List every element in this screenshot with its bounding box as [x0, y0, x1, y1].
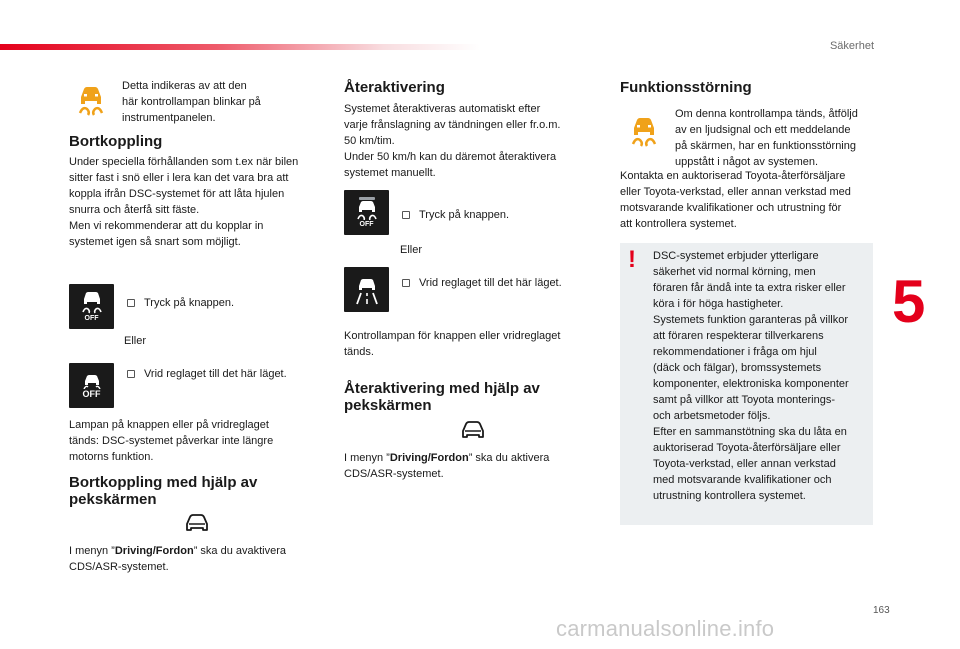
- bullet-text: Tryck på knappen.: [144, 297, 235, 309]
- text-line: Efter en sammanstötning ska du låta en: [653, 426, 847, 438]
- or-text: Eller: [124, 335, 147, 347]
- text-line: Lampan på knappen eller på vridreglaget: [69, 419, 269, 431]
- bullet-turn-dial: [127, 366, 287, 382]
- page-number: 163: [873, 605, 890, 616]
- text-line: köra i för höga hastigheter.: [653, 298, 784, 310]
- menu-path: Driving/Fordon: [389, 452, 469, 464]
- bullet-text: Vrid reglaget till det här läget.: [419, 277, 562, 289]
- text-line: motsvarande kvalifikationer och utrustning för: [620, 202, 842, 214]
- text-line: Under speciella förhållanden som t.ex när bilen: [69, 156, 299, 168]
- text-line: komponenter, elektroniska komponenter: [653, 378, 849, 390]
- heading-reaktivering: Återaktivering: [344, 79, 445, 96]
- bullet-text: Tryck på knappen.: [419, 209, 510, 221]
- header-accent-bar: [0, 44, 480, 50]
- car-menu-icon: [183, 513, 211, 538]
- text-line: av en ljudsignal och ett meddelande: [675, 124, 851, 136]
- skid-off-button-icon: [344, 190, 389, 235]
- text-run: I menyn ”: [344, 452, 390, 464]
- watermark: carmanualsonline.info: [556, 616, 775, 641]
- skid-warning-icon: [626, 112, 662, 153]
- text-line: på skärmen, har en funktionsstörning: [675, 140, 856, 152]
- text-line: systemet manuellt.: [344, 167, 436, 179]
- heading-line: pekskärmen: [344, 397, 432, 414]
- heading-funktionsstorning: Funktionsstörning: [620, 79, 752, 96]
- or-text: Eller: [400, 244, 423, 256]
- text-line: CDS/ASR-systemet.: [69, 561, 169, 573]
- text-line: sitter fast i snö eller i lera kan det vara bra att: [69, 172, 289, 184]
- text-line: här kontrollampan blinkar på: [122, 96, 261, 108]
- text-line: Kontakta en auktoriserad Toyota-återförsäljare: [620, 170, 846, 182]
- text-line: säkerhet vid normal körning, men: [653, 266, 816, 278]
- text-line: och arbetsmetoder följs.: [653, 410, 771, 422]
- menu-instruction: [344, 450, 614, 482]
- text-run: I menyn ”: [69, 545, 115, 557]
- text-line: motorns funktion.: [69, 451, 154, 463]
- text-line: 50 km/tim.: [344, 135, 395, 147]
- off-label: OFF: [359, 221, 374, 228]
- off-label: OFF: [82, 389, 101, 399]
- text-line: CDS/ASR-systemet.: [344, 468, 444, 480]
- text-line: rekommendationer i fråga om hjul: [653, 346, 817, 358]
- text-line: eller Toyota-verkstad, eller annan verkstad med: [620, 186, 851, 198]
- text-line: samt på villkor att Toyota monterings-: [653, 394, 835, 406]
- text-line: tänds.: [344, 346, 374, 358]
- paragraph-fault-indented: [675, 106, 885, 170]
- menu-path: Driving/Fordon: [114, 545, 194, 557]
- heading-bortkoppling-touch: [69, 474, 257, 508]
- text-line: Toyota-verkstad, eller annan verkstad: [653, 458, 836, 470]
- text-line: uppstått i något av systemen.: [675, 156, 819, 168]
- skid-warning-icon: [73, 81, 109, 122]
- text-line: tänds: DSC-systemet påverkar inte längre: [69, 435, 274, 447]
- heading-reaktivering-touch: [344, 380, 540, 414]
- paragraph-lamp: [69, 417, 329, 465]
- paragraph-lamp: [344, 328, 604, 360]
- text-line: utrustning kontrollera systemet.: [653, 490, 806, 502]
- warning-text: [653, 248, 875, 504]
- text-line: (däck och fälgar), bromssystemets: [653, 362, 822, 374]
- text-line: [344, 450, 614, 466]
- text-line: DSC-systemet erbjuder ytterligare: [653, 250, 819, 262]
- off-label: OFF: [84, 315, 99, 322]
- checkbox-bullet-icon: [402, 279, 410, 287]
- skid-off-dial-icon: [69, 363, 114, 408]
- text-line: Om denna kontrollampa tänds, åtföljd: [675, 108, 858, 120]
- bullet-text: Vrid reglaget till det här läget.: [144, 368, 287, 380]
- menu-instruction: [69, 543, 339, 575]
- text-line: [69, 543, 339, 559]
- text-line: att kontrollera systemet.: [620, 218, 737, 230]
- heading-line: Återaktivering med hjälp av: [344, 380, 540, 397]
- text-line: koppla ifrån DSC-systemet för att låta hjulen: [69, 188, 285, 200]
- bullet-press-button: [127, 295, 234, 311]
- text-line: att föraren respekterar tillverkarens: [653, 330, 824, 342]
- chapter-number: 5: [892, 268, 926, 335]
- exclamation-icon: !: [628, 246, 636, 273]
- text-line: systemet igen så snart som möjligt.: [69, 236, 241, 248]
- text-line: Systemets funktion garanteras på villkor: [653, 314, 849, 326]
- bullet-press-button: [402, 207, 509, 223]
- text-line: Detta indikeras av att den: [122, 80, 247, 92]
- text-line: instrumentpanelen.: [122, 112, 216, 124]
- text-line: föraren får ändå inte ta extra risker eller: [653, 282, 846, 294]
- text-line: snurra och återfå sitt fäste.: [69, 204, 200, 216]
- heading-line: Bortkoppling med hjälp av: [69, 474, 258, 491]
- text-line: Systemet återaktiveras automatiskt efter: [344, 103, 541, 115]
- text-line: med motsvarande kvalifikationer och: [653, 474, 832, 486]
- text-run: ” ska du aktivera: [468, 452, 550, 464]
- section-label: Säkerhet: [829, 40, 874, 52]
- checkbox-bullet-icon: [127, 370, 135, 378]
- paragraph-fault: [620, 168, 890, 232]
- heading-bortkoppling: Bortkoppling: [69, 133, 163, 150]
- car-menu-icon: [459, 420, 487, 445]
- text-run: ” ska du avaktivera: [193, 545, 287, 557]
- text-line: varje frånslagning av tändningen eller fr.o.m.: [344, 119, 561, 131]
- text-line: Kontrollampan för knappen eller vridreglaget: [344, 330, 561, 342]
- checkbox-bullet-icon: [127, 299, 135, 307]
- intro-text: [122, 78, 312, 126]
- drive-mode-dial-icon: [344, 267, 389, 312]
- text-line: Men vi rekommenderar att du kopplar in: [69, 220, 264, 232]
- checkbox-bullet-icon: [402, 211, 410, 219]
- text-line: auktoriserad Toyota-återförsäljare eller: [653, 442, 841, 454]
- text-line: Under 50 km/h kan du däremot återaktivera: [344, 151, 557, 163]
- heading-line: pekskärmen: [69, 491, 157, 508]
- skid-off-button-icon: [69, 284, 114, 329]
- bullet-turn-dial: [402, 275, 562, 291]
- paragraph-reaktivering: [344, 101, 604, 181]
- paragraph-bortkoppling: [69, 154, 329, 250]
